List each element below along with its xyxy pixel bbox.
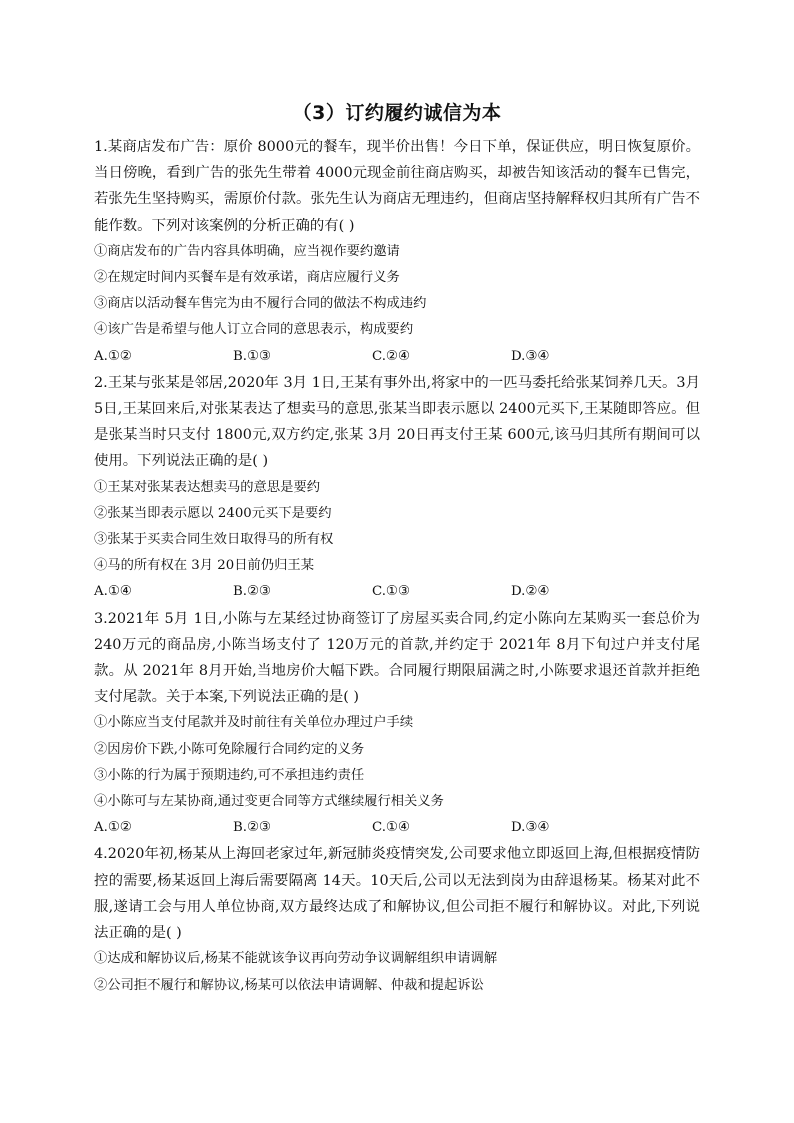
statement-option: ②在规定时间内买餐车是有效承诺，商店应履行义务 <box>94 270 400 286</box>
choice-c: C.②④ <box>372 348 410 364</box>
statement-option: ④小陈可与左某协商,通过变更合同等方式继续履行相关义务 <box>94 794 444 810</box>
choice-d: D.③④ <box>511 820 550 836</box>
question-stem: 1.某商店发布广告：原价 8000元的餐车，现半价出售！今日下单，保证供应，明日恢复原价。当日傍晚，看到广告的张先生带着 4000元现金前往商店购买，却被告知该活动的餐车已售完，若张先生坚持购买，需原价付款。张先生认为商店无理违约，但商店坚持解释权归其所有广告不能作数。下列对该案例的分析正确的有( ) <box>94 139 700 234</box>
answer-choices <box>94 344 700 370</box>
question-3 <box>94 606 700 842</box>
question-1 <box>94 134 700 370</box>
question-stem: 2.王某与张某是邻居,2020年 3月 1日,王某有事外出,将家中的一匹马委托给张某饲养几天。3月 5日,王某回来后,对张某表达了想卖马的意思,张某当即表示愿以 2400元买下,王某随即答应。但是张某当时只支付 1800元,双方约定,张某 3月 20日再支付王某 600元,该马归其所有期间可以使用。下列说法正确的是( ) <box>94 374 700 470</box>
choice-a: A.①④ <box>94 584 132 600</box>
choice-c: C.①③ <box>372 584 410 600</box>
question-4 <box>94 841 700 998</box>
question-list <box>94 134 700 999</box>
statement-option: ①达成和解协议后,杨某不能就该争议再向劳动争议调解组织申请调解 <box>94 951 498 967</box>
statement-option: ④该广告是希望与他人订立合同的意思表示，构成要约 <box>94 322 414 338</box>
statement-option: ①商店发布的广告内容具体明确，应当视作要约邀请 <box>94 243 400 259</box>
statement-option: ①王某对张某表达想卖马的意思是要约 <box>94 479 321 495</box>
answer-choices <box>94 579 700 605</box>
statement-option: ①小陈应当支付尾款并及时前往有关单位办理过户手续 <box>94 715 414 731</box>
choice-d: D.②④ <box>511 584 550 600</box>
statement-option: ③张某于买卖合同生效日取得马的所有权 <box>94 532 334 548</box>
choice-a: A.①② <box>94 348 132 364</box>
choice-b: B.②③ <box>233 820 271 836</box>
statement-option: ③小陈的行为属于预期违约,可不承担违约责任 <box>94 767 365 783</box>
statement-option: ④马的所有权在 3月 20日前仍归王某 <box>94 558 314 574</box>
statement-option: ③商店以活动餐车售完为由不履行合同的做法不构成违约 <box>94 296 427 312</box>
choice-d: D.③④ <box>511 348 550 364</box>
answer-choices <box>94 815 700 841</box>
statement-option: ②公司拒不履行和解协议,杨某可以依法申请调解、仲裁和提起诉讼 <box>94 977 484 993</box>
question-stem: 3.2021年 5月 1日,小陈与左某经过协商签订了房屋买卖合同,约定小陈向左某购买一套总价为 240万元的商品房,小陈当场支付了 120万元的首款,并约定于 2021年 8月下旬过户并支付尾款。从 2021年 8月开始,当地房价大幅下跌。合同履行期限届满之时,小陈要求退还首款并拒绝支付尾款。关于本案,下列说法正确的是( ) <box>94 610 700 706</box>
choice-b: B.①③ <box>233 348 271 364</box>
choice-b: B.②③ <box>233 584 271 600</box>
statement-option: ②因房价下跌,小陈可免除履行合同约定的义务 <box>94 741 365 757</box>
choice-a: A.①② <box>94 820 132 836</box>
question-stem: 4.2020年初,杨某从上海回老家过年,新冠肺炎疫情突发,公司要求他立即返回上海,但根据疫情防控的需要,杨某返回上海后需要隔离 14天。10天后,公司以无法到岗为由辞退杨某。杨某对此不服,遂请工会与用人单位协商,双方最终达成了和解协议,但公司拒不履行和解协议。对此,下列说法正确的是( ) <box>94 846 700 942</box>
page-title: （3）订约履约诚信为本 <box>292 102 502 124</box>
choice-c: C.①④ <box>372 820 410 836</box>
statement-option: ②张某当即表示愿以 2400元买下是要约 <box>94 505 332 521</box>
question-2 <box>94 370 700 606</box>
